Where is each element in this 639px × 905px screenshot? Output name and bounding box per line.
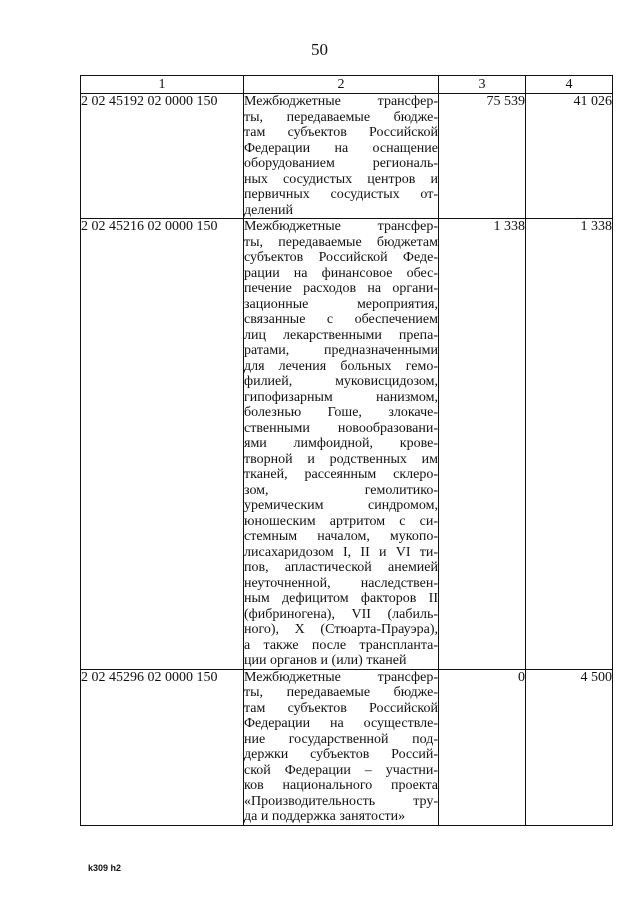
header-col-1: 1 [81,76,244,94]
description-line: лисахаридозом I, II и VI ти- [244,544,438,560]
description-line: лиц лекарственными препа- [244,327,438,343]
amount-cell-col-4: 4 500 [526,669,613,825]
description-line: Межбюджетные трансфер- [244,669,438,685]
description-line: Межбюджетные трансфер- [244,219,438,234]
description-line: ков национального проекта [244,778,438,793]
table-row [81,219,613,670]
description-line: ты, передаваемые бюдже- [244,685,438,700]
description-line: ской Федерации – участни- [244,762,438,778]
description-line: а также после транспланта- [244,637,438,653]
description-line: «Производительность тру- [244,793,438,809]
description-line: Федерации на осуществле- [244,716,438,731]
description-line: печение расходов на органи- [244,281,438,296]
description-line: ями лимфоидной, крове- [244,436,438,451]
description-line: стемным началом, мукопо- [244,529,438,544]
description-line: ратами, предназначенными [244,343,438,358]
budget-table [80,75,613,826]
description-cell [244,94,439,219]
description-line: зационные мероприятия, [244,296,438,312]
description-cell [244,219,439,670]
amount-cell-col-4: 1 338 [526,219,613,670]
description-line: уремическим синдромом, [244,498,438,513]
description-line: держки субъектов Россий- [244,747,438,762]
description-line: ты, передаваемые бюджетам [244,234,438,250]
description-line: болезнью Гоше, злокаче- [244,405,438,420]
description-line: гипофизарным нанизмом, [244,389,438,405]
description-line: ным дефицитом факторов II [244,591,438,606]
description-line: ных сосудистых центров и [244,171,438,187]
description-line: неуточненной, наследствен- [244,575,438,591]
description-line: ты, передаваемые бюдже- [244,109,438,125]
description-line: оборудованием региональ- [244,156,438,171]
description-line: ного), X (Стюарта-Прауэра), [244,622,438,637]
budget-code-cell: 2 02 45192 02 0000 150 [81,94,244,219]
description-line: ственными новообразовани- [244,420,438,436]
description-line: (фибриногена), VII (лабиль- [244,606,438,622]
header-col-2: 2 [244,76,439,94]
description-line: тканей, рассеянным склеро- [244,467,438,482]
table-row [81,94,613,219]
description-line: Федерации на оснащение [244,140,438,156]
description-line: для лечения больных гемо- [244,358,438,374]
description-line: да и поддержка занятости» [244,809,406,824]
description-line: юношеским артритом с си- [244,513,438,529]
header-col-3: 3 [439,76,526,94]
page-number: 50 [311,40,328,59]
table-row [81,669,613,825]
amount-cell-col-3: 0 [439,669,526,825]
description-line: субъектов Российской Феде- [244,250,438,265]
description-line: рации на финансовое обес- [244,265,438,281]
description-line: филией, муковисцидозом, [244,374,438,389]
table-header-row [81,76,613,94]
description-line: пов, апластической анемией [244,560,438,575]
budget-code-cell: 2 02 45216 02 0000 150 [81,219,244,670]
description-line: там субъектов Российской [244,700,438,716]
amount-cell-col-4: 41 026 [526,94,613,219]
description-line: первичных сосудистых от- [244,187,438,202]
description-line: творной и родственных им [244,451,438,467]
description-line: делений [244,202,294,218]
description-cell [244,669,439,825]
header-col-4: 4 [526,76,613,94]
document-footer-code: k309 h2 [88,863,122,873]
description-line: там субъектов Российской [244,125,438,140]
description-line: ние государственной под- [244,731,438,747]
budget-code-cell: 2 02 45296 02 0000 150 [81,669,244,825]
description-line: зом, гемолитико- [244,482,438,498]
amount-cell-col-3: 1 338 [439,219,526,670]
description-line: ции органов и (или) тканей [244,653,407,668]
description-line: связанные с обеспечением [244,312,438,327]
description-line: Межбюджетные трансфер- [244,94,438,109]
amount-cell-col-3: 75 539 [439,94,526,219]
